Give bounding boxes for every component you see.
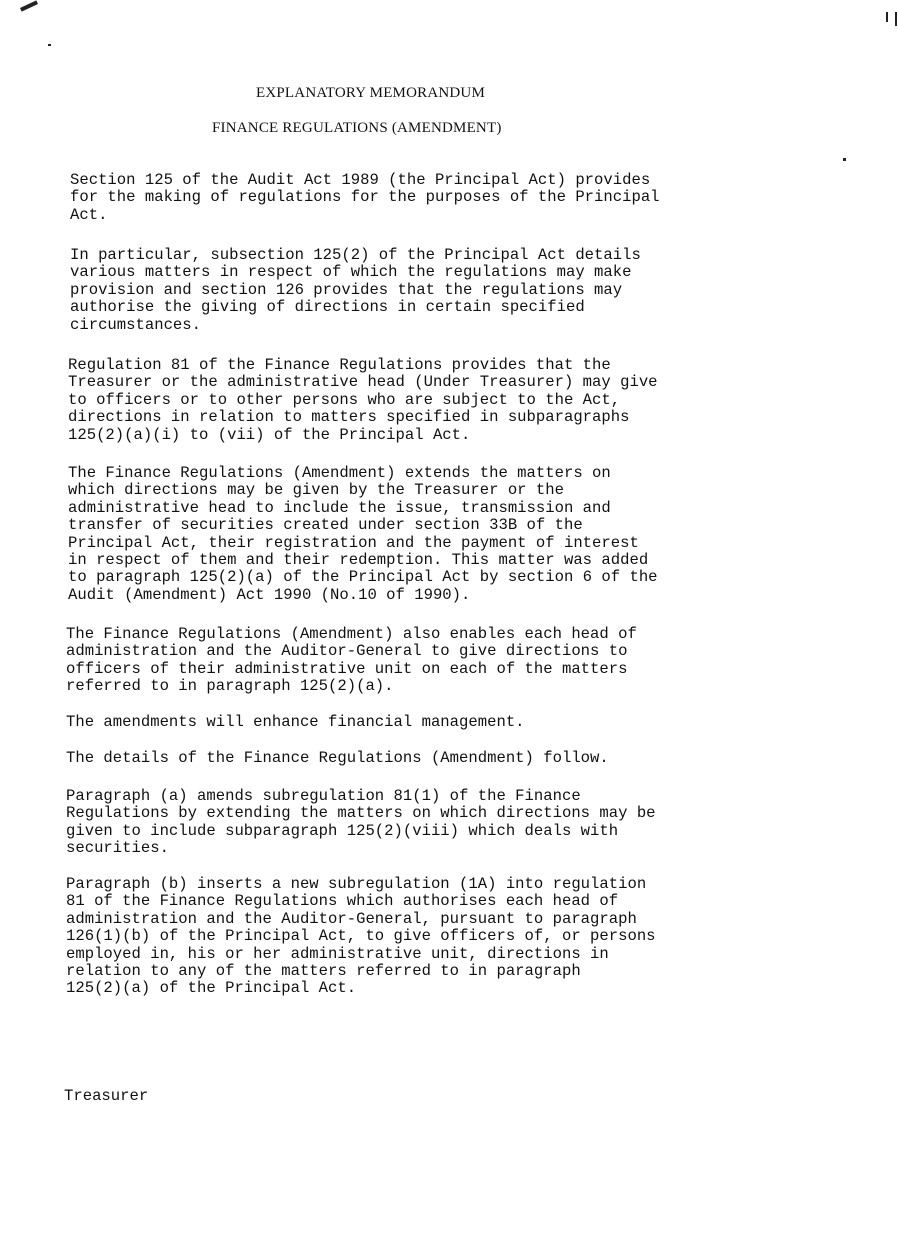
text-line: Treasurer or the administrative head (Under Treasurer) may give: [68, 373, 658, 392]
text-line: directions in relation to matters specified in subparagraphs: [68, 408, 630, 427]
paragraph-1: [70, 172, 660, 224]
text-line: various matters in respect of which the regulations may make: [70, 263, 632, 282]
page-subtitle: FINANCE REGULATIONS (AMENDMENT): [212, 120, 502, 136]
text-line: administrative head to include the issue, transmission and: [68, 498, 611, 517]
paragraph-7: [66, 750, 609, 767]
text-line: provision and section 126 provides that the regulations may: [70, 280, 623, 299]
text-line: referred to in paragraph 125(2)(a).: [66, 677, 394, 696]
text-line: given to include subparagraph 125(2)(viii) which deals with: [66, 821, 619, 840]
text-line: 125(2)(a)(i) to (vii) of the Principal Act.: [68, 425, 471, 444]
text-line: which directions may be given by the Treasurer or the: [68, 481, 564, 500]
text-line: Audit (Amendment) Act 1990 (No.10 of 1990).: [68, 585, 471, 604]
paragraph-2: [70, 247, 641, 334]
text-line: The Finance Regulations (Amendment) also enables each head of: [66, 625, 637, 643]
text-line: The details of the Finance Regulations (Amendment) follow.: [66, 749, 609, 767]
text-line: Regulation 81 of the Finance Regulations provides that the: [68, 356, 611, 374]
text-line: officers of their administrative unit on each of the matters: [66, 659, 628, 678]
text-line: to officers or to other persons who are subject to the Act,: [68, 390, 621, 409]
text-line: transfer of securities created under section 33B of the: [68, 516, 583, 535]
page-title: EXPLANATORY MEMORANDUM: [256, 85, 486, 101]
text-line: Act.: [70, 205, 108, 224]
text-line: in respect of them and their redemption. This matter was added: [68, 551, 649, 570]
paragraph-4: [68, 465, 658, 604]
paragraph-8: [66, 788, 656, 858]
text-line: Principal Act, their registration and the payment of interest: [68, 533, 639, 552]
text-line: Paragraph (b) inserts a new subregulation (1A) into regulation: [66, 875, 647, 893]
text-line: In particular, subsection 125(2) of the Principal Act details: [70, 246, 641, 264]
paragraph-5: [66, 626, 637, 696]
text-line: 81 of the Finance Regulations which authorises each head of: [66, 892, 619, 911]
text-line: The amendments will enhance financial management.: [66, 713, 525, 731]
text-line: to paragraph 125(2)(a) of the Principal Act by section 6 of the: [68, 568, 658, 587]
text-line: securities.: [66, 839, 169, 858]
text-line: circumstances.: [70, 315, 202, 334]
text-line: 126(1)(b) of the Principal Act, to give officers of, or persons: [66, 927, 656, 946]
text-line: administration and the Auditor-General, pursuant to paragraph: [66, 909, 637, 928]
text-line: 125(2)(a) of the Principal Act.: [66, 979, 357, 998]
signature-treasurer: Treasurer: [64, 1087, 149, 1105]
scan-mark: [20, 0, 38, 11]
scan-mark: [843, 158, 846, 161]
scan-mark: [48, 44, 51, 46]
text-line: administration and the Auditor-General to give directions to: [66, 642, 628, 661]
text-line: employed in, his or her administrative unit, directions in: [66, 944, 609, 963]
paragraph-6: [66, 714, 525, 731]
scan-mark: [886, 12, 888, 22]
paragraph-9: [66, 876, 656, 998]
paragraph-3: [68, 357, 658, 444]
text-line: relation to any of the matters referred to in paragraph: [66, 962, 581, 981]
text-line: Paragraph (a) amends subregulation 81(1) of the Finance: [66, 787, 581, 805]
scan-mark: [895, 12, 897, 26]
text-line: Section 125 of the Audit Act 1989 (the Principal Act) provides: [70, 171, 651, 189]
text-line: Regulations by extending the matters on which directions may be: [66, 804, 656, 823]
text-line: for the making of regulations for the purposes of the Principal: [70, 188, 660, 207]
text-line: The Finance Regulations (Amendment) extends the matters on: [68, 464, 611, 482]
text-line: authorise the giving of directions in certain specified: [70, 298, 585, 317]
